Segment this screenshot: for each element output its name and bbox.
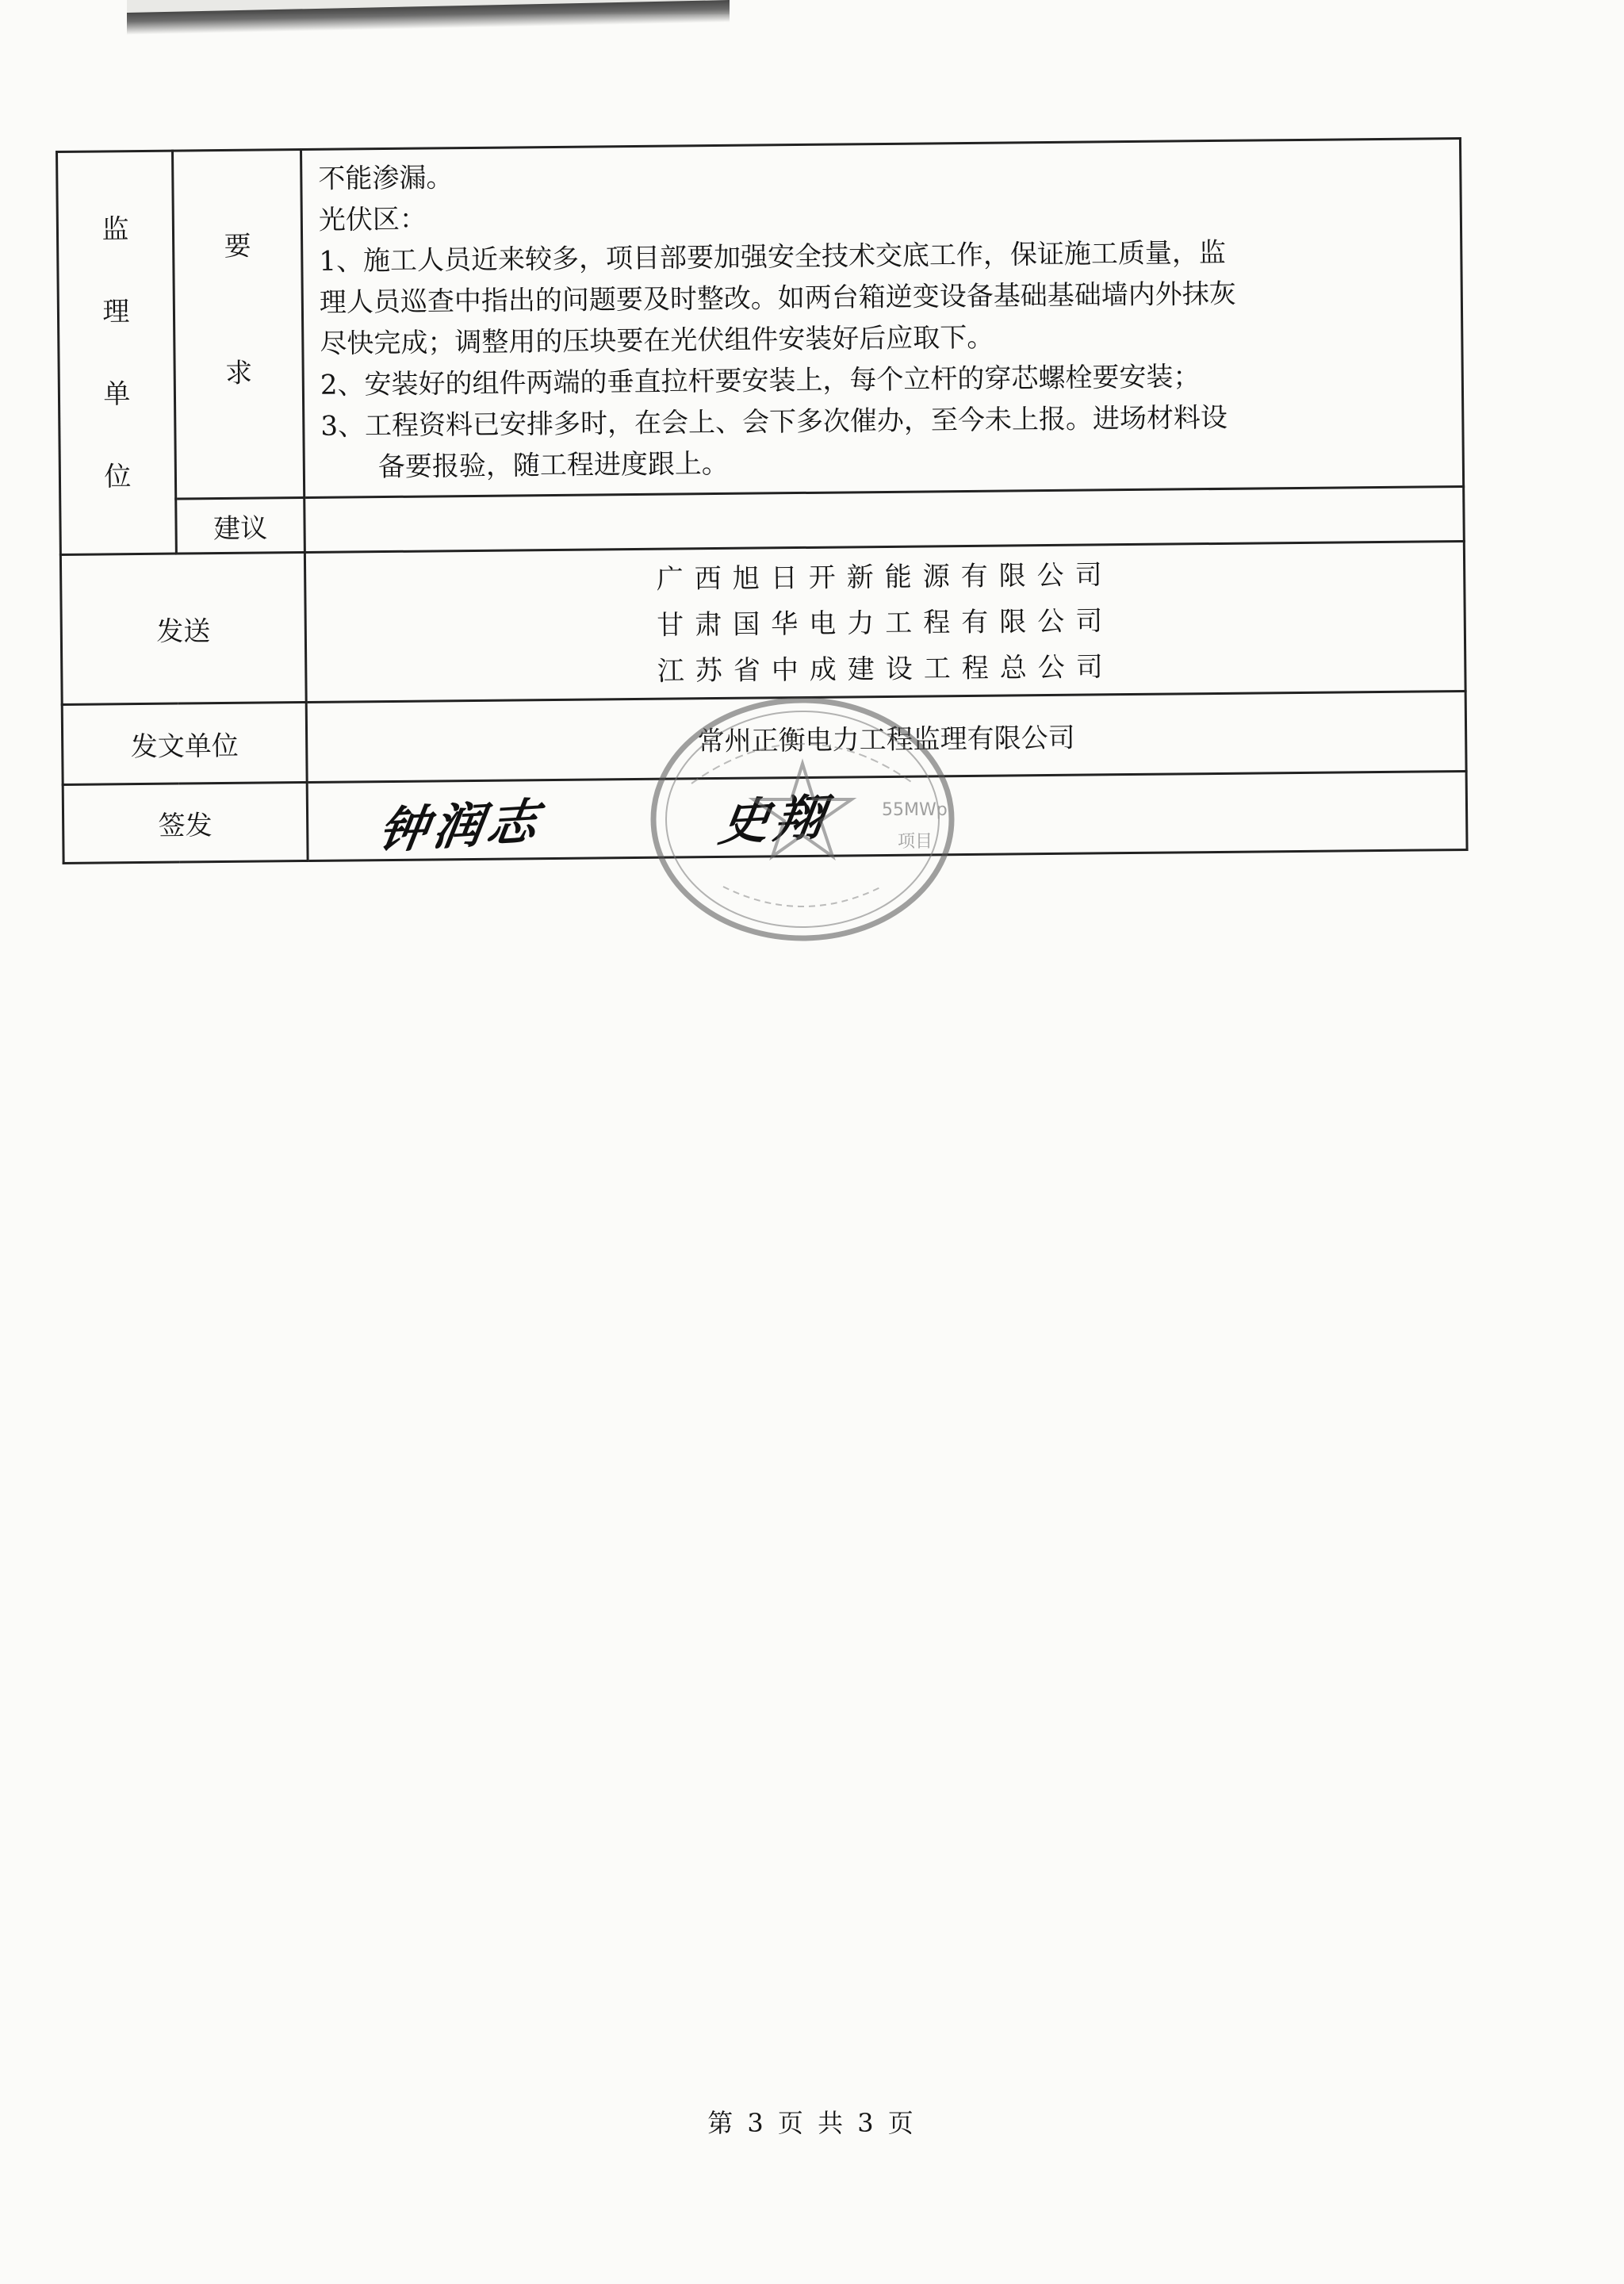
issuer-label: 发文单位 — [62, 702, 307, 784]
send-recipients — [304, 541, 1465, 702]
send-row — [60, 541, 1465, 704]
req-line: 光伏区： — [318, 203, 427, 236]
signoff-signatures — [307, 771, 1467, 860]
req-line: 尽快完成；调整用的压块要在光伏组件安装好后应取下。 — [320, 321, 994, 360]
signoff-row — [63, 771, 1467, 863]
notice-table — [56, 137, 1469, 864]
page-footer: 第 3 页 共 3 页 — [707, 2108, 917, 2138]
signature: 史翔 — [715, 788, 833, 853]
unit-char: 单 — [103, 377, 131, 410]
seal-text: 55MWp — [882, 800, 948, 820]
notice-table-wrapper — [56, 137, 1466, 864]
signature: 钟润志 — [373, 791, 546, 860]
seal-arc-text — [723, 887, 882, 906]
issuer-value: 常州正衡电力工程监理有限公司 — [306, 691, 1466, 782]
requirements-row — [57, 138, 1464, 500]
suggestion-label: 建议 — [176, 498, 305, 554]
unit-char: 理 — [102, 295, 130, 328]
req-line: 理人员巡查中指出的问题要及时整改。如两台箱逆变设备基础基础墙内外抹灰 — [319, 278, 1236, 319]
req-char: 求 — [225, 357, 253, 389]
supervision-unit-label — [57, 151, 177, 554]
requirements-label — [173, 150, 304, 500]
unit-char: 位 — [104, 460, 132, 492]
unit-char: 监 — [102, 213, 129, 245]
recipient: 甘肃国华电力工程有限公司 — [657, 605, 1114, 642]
req-line: 3、工程资料已安排多时，在会上、会下多次催办，至今未上报。进场材料设 — [320, 401, 1228, 443]
requirements-text — [301, 138, 1464, 497]
recipient: 广西旭日开新能源有限公司 — [656, 559, 1113, 596]
req-line: 1、施工人员近来较多，项目部要加强安全技术交底工作，保证施工质量，监 — [319, 236, 1227, 278]
req-char: 要 — [224, 230, 251, 263]
recipient: 江苏省中成建设工程总公司 — [657, 651, 1115, 688]
signoff-label: 签发 — [63, 782, 308, 863]
seal-text: 项目 — [898, 832, 933, 852]
req-line: 2、安装好的组件两端的垂直拉杆要安装上，每个立杆的穿芯螺栓要安装； — [320, 361, 1201, 401]
send-label: 发送 — [60, 553, 306, 705]
issuer-row — [62, 691, 1466, 784]
req-line: 不能渗漏。 — [318, 162, 454, 195]
req-line: 备要报验，随工程进度跟上。 — [377, 447, 730, 484]
